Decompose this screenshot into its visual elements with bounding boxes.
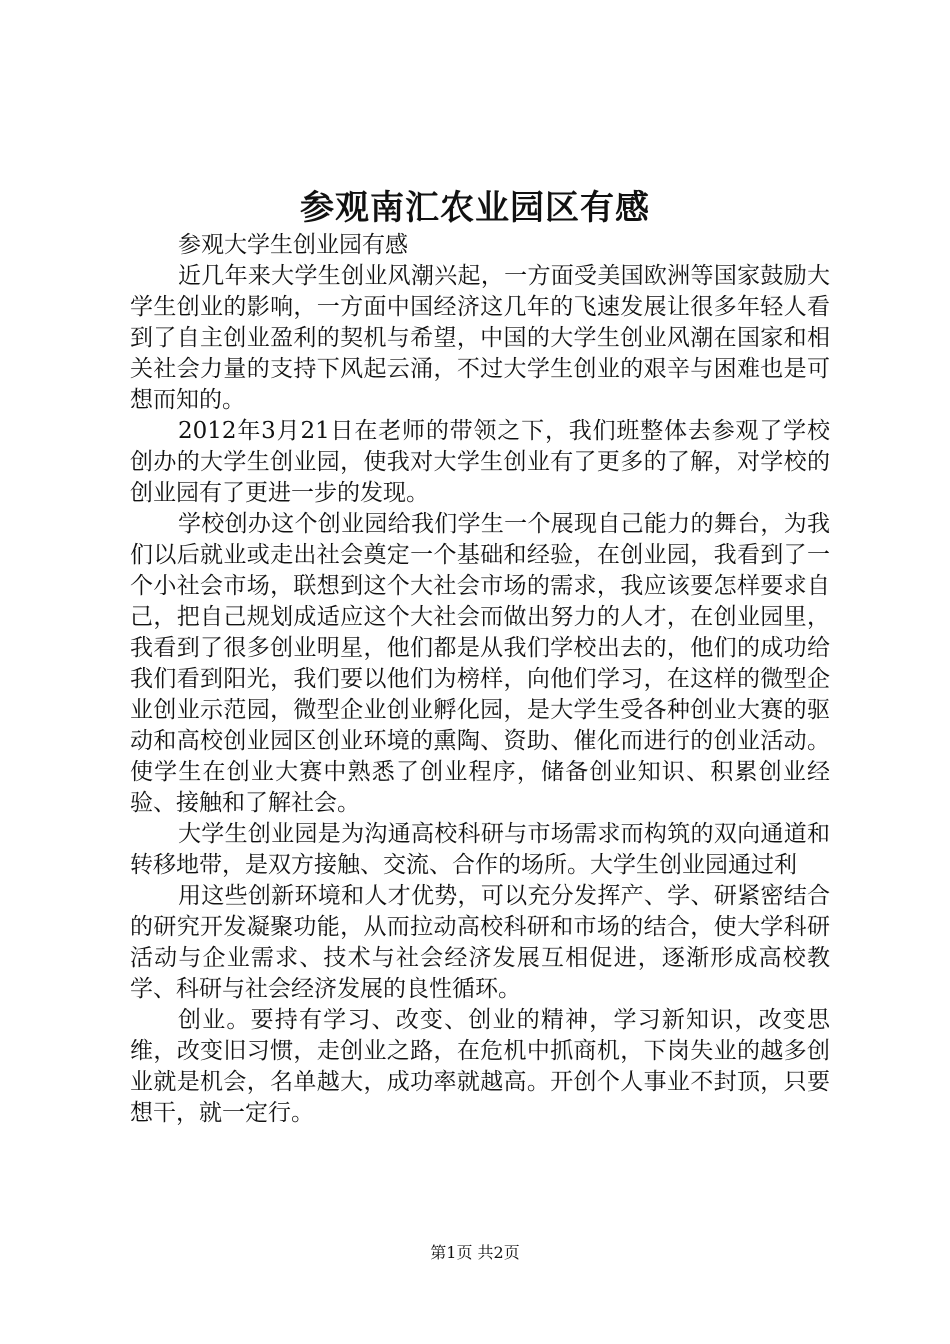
document-body [130,230,830,1129]
paragraph: 大学生创业园是为沟通高校科研与市场需求而构筑的双向通道和转移地带，是双方接触、交流、合作的场所。大学生创业园通过利 [130,821,830,878]
document-title: 参观南汇农业园区有感 [300,188,650,228]
paragraph: 近几年来大学生创业风潮兴起，一方面受美国欧洲等国家鼓励大学生创业的影响，一方面中国经济这几年的飞速发展让很多年轻人看到了自主创业盈利的契机与希望，中国的大学生创业风潮在国家和相关社会力量的支持下风起云涌，不过大学生创业的艰辛与困难也是可想而知的。 [130,263,830,413]
paragraph: 学校创办这个创业园给我们学生一个展现自己能力的舞台，为我们以后就业或走出社会奠定一个基础和经验，在创业园，我看到了一个小社会市场，联想到这个大社会市场的需求，我应该要怎样要求自己，把自己规划成适应这个大社会而做出努力的人才，在创业园里，我看到了很多创业明星，他们都是从我们学校出去的，他们的成功给我们看到阳光，我们要以他们为榜样，向他们学习，在这样的微型企业创业示范园，微型企业创业孵化园，是大学生受各种创业大赛的驱动和高校创业园区创业环境的熏陶、资助、催化而进行的创业活动。使学生在创业大赛中熟悉了创业程序，储备创业知识、积累创业经验、接触和了解社会。 [130,511,830,816]
paragraph-subtitle: 参观大学生创业园有感 [178,232,408,258]
paragraph: 2012年3月21日在老师的带领之下，我们班整体去参观了学校创办的大学生创业园，使我对大学生创业有了更多的了解，对学校的创业园有了更进一步的发现。 [130,418,830,506]
page-footer: 第1页 共2页 [430,1243,520,1262]
paragraph: 创业。要持有学习、改变、创业的精神，学习新知识，改变思维，改变旧习惯，走创业之路，在危机中抓商机，下岗失业的越多创业就是机会，名单越大，成功率就越高。开创个人事业不封顶，只要想干，就一定行。 [130,1007,830,1126]
paragraph: 用这些创新环境和人才优势，可以充分发挥产、学、研紧密结合的研究开发凝聚功能，从而拉动高校科研和市场的结合，使大学科研活动与企业需求、技术与社会经济发展互相促进，逐渐形成高校教学、科研与社会经济发展的良性循环。 [130,883,830,1002]
